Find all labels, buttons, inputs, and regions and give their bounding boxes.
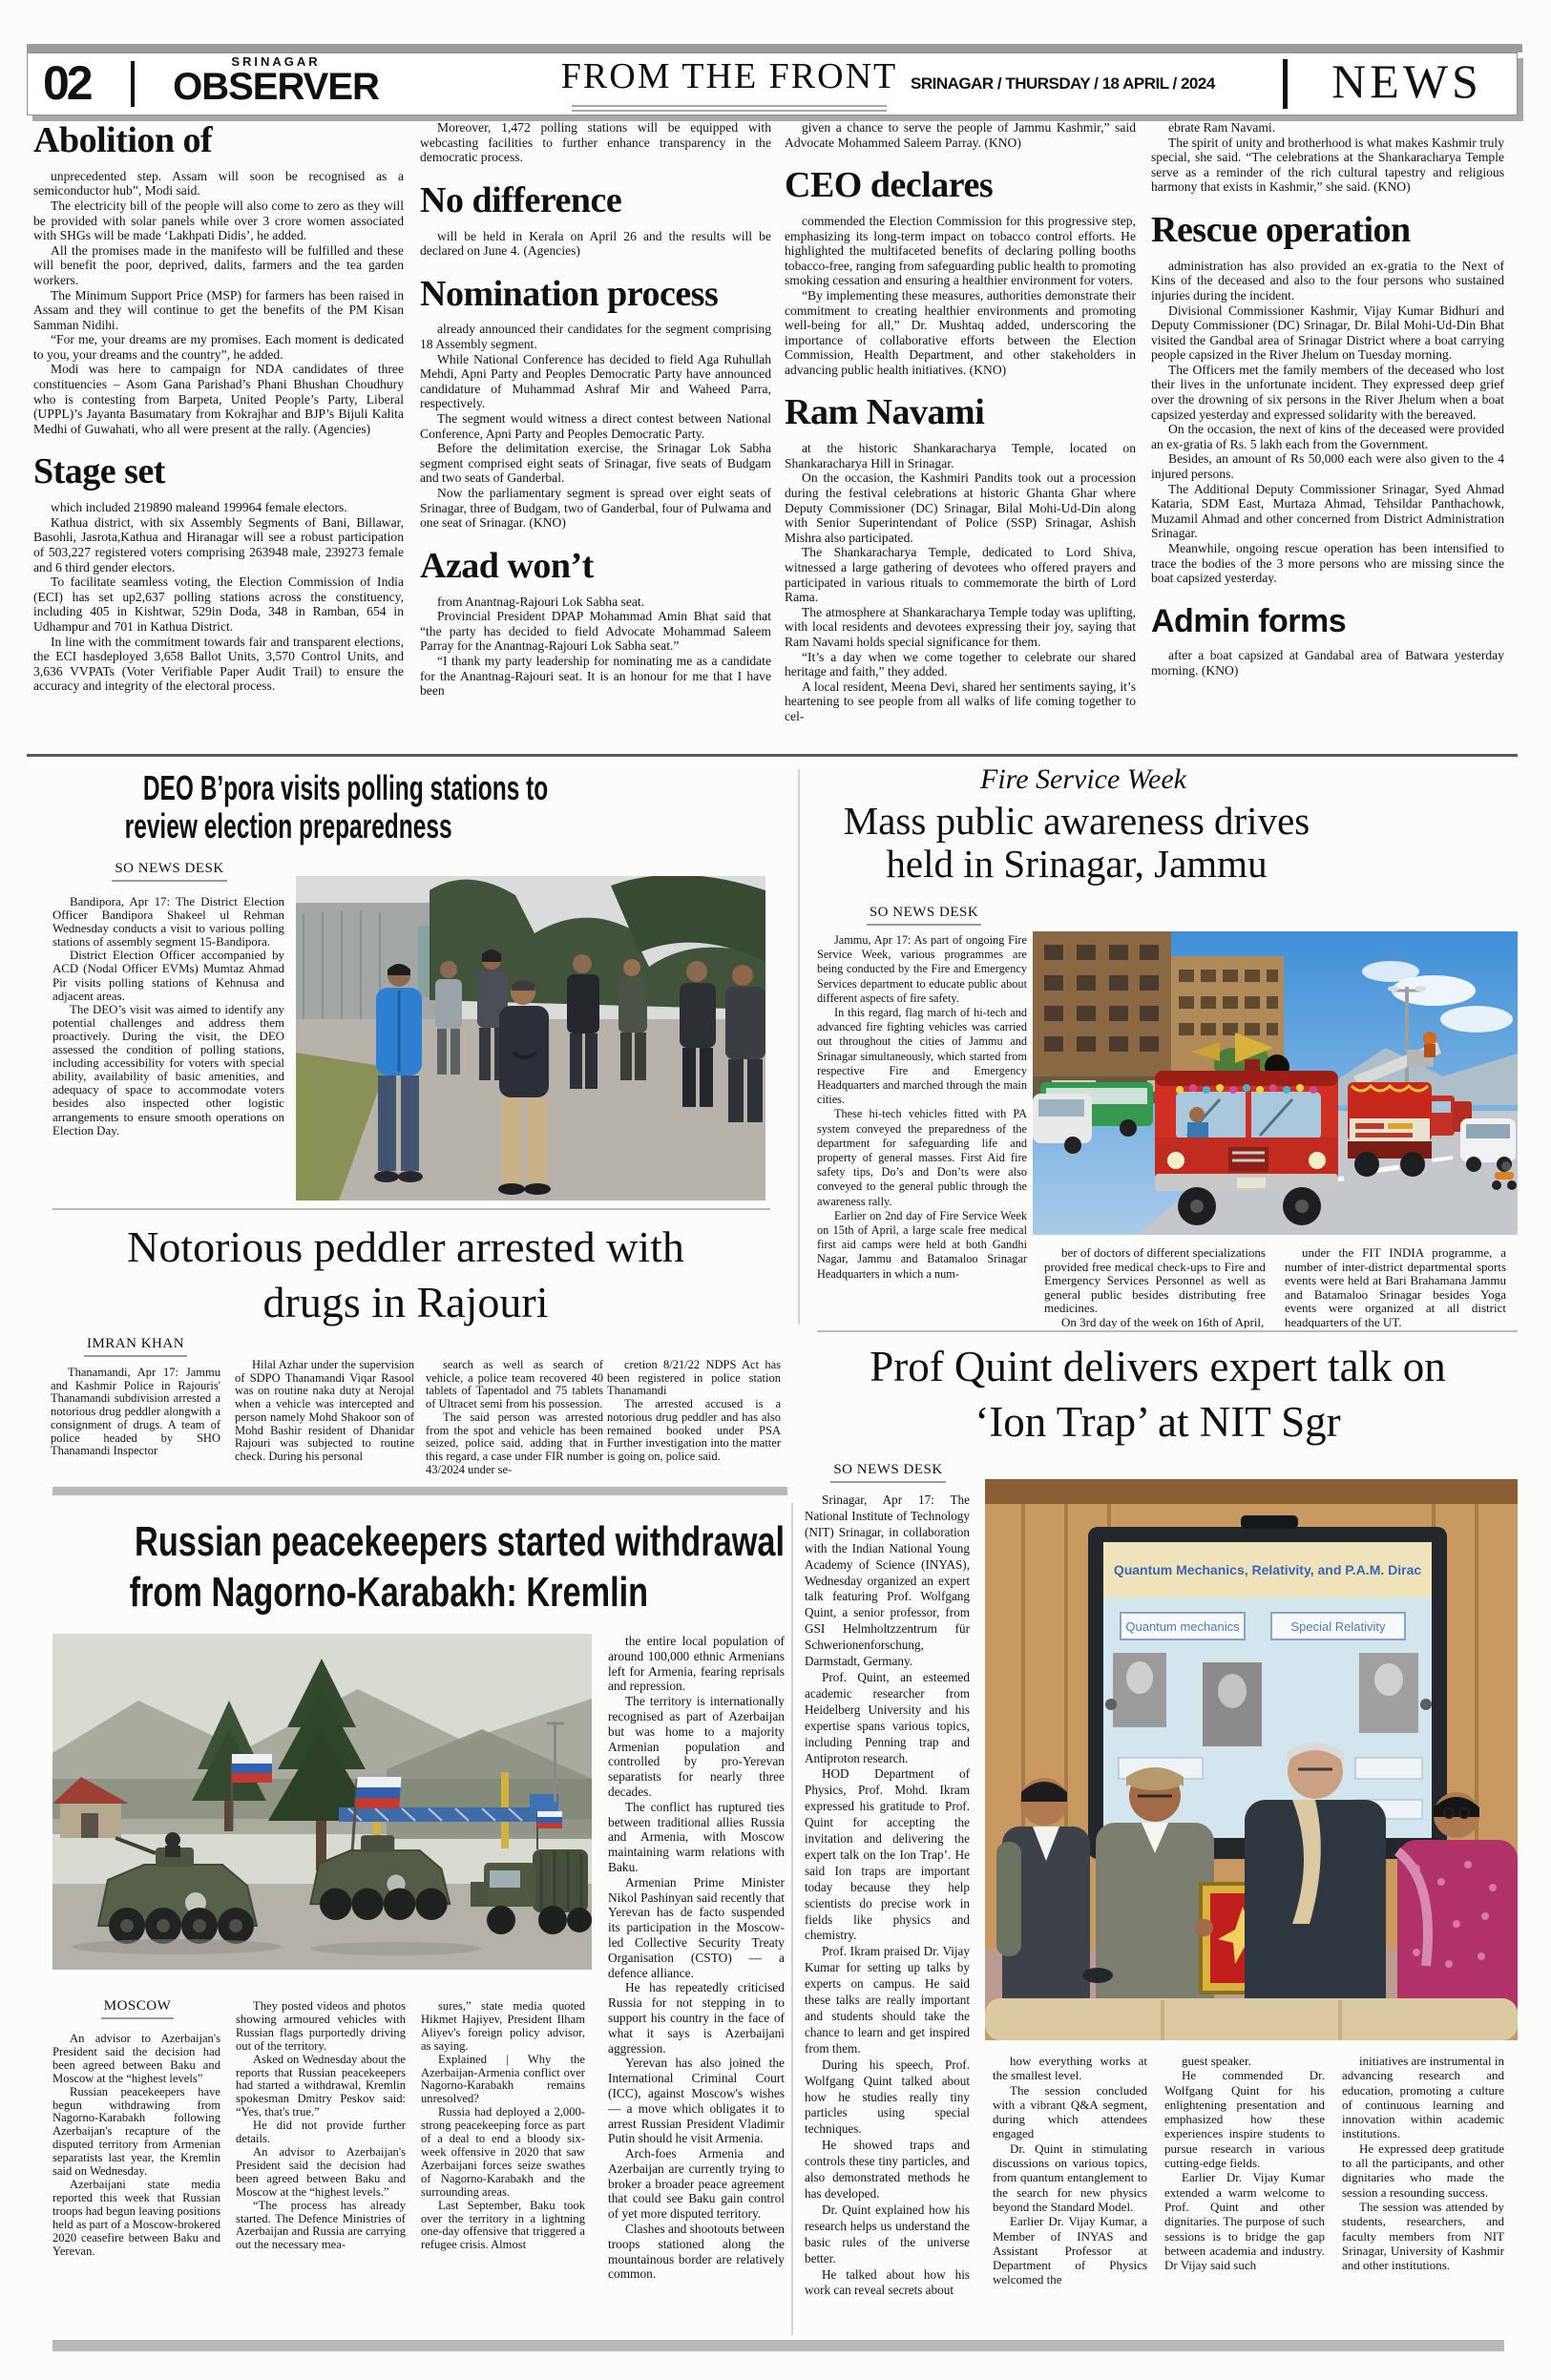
byline-quint: SO NEWS DESK xyxy=(805,1462,972,1478)
paragraph: In this regard, flag march of hi-tech and advanced fire fighting vehicles was carried out throughout the cities of Jammu and Srinagar simultaneously, which started from respective Fire and Emergency Headquarters and marched through the main cities. xyxy=(817,1006,1027,1107)
paragraph: Srinagar, Apr 17: The National Institute of Technology (NIT) Srinagar, in collaboration with the Indian National Young Academy of Science (INYAS), Wednesday organized an expert talk featuring Prof. Wolfgang Quint, a senior professor, from GSI Helmholtzzentrum für Schwerionenforschung, Darmstadt, Germany. xyxy=(805,1493,970,1669)
paragraph: The session was attended by students, researchers, and faculty members from NIT Srinagar, University of Kashmir and other institutions. xyxy=(1342,2199,1504,2273)
paragraph: already announced their candidates for the segment comprising 18 Assembly segment. xyxy=(420,322,771,352)
paragraph: Kathua district, with six Assembly Segments of Bani, Billawar, Basohli, Jasrota,Kathua and Hiranagar will see a robust participation of 503,227 registered voters comprising 263948 male, 239273 female and 6 third gender electors. xyxy=(33,514,404,574)
paragraph: Armenian Prime Minister Nikol Pashinyan said recently that Yerevan has de facto suspended its participation in the Moscow-led Collective Security Treaty Organisation (CSTO) — a defence alliance. xyxy=(608,1874,785,1980)
article-body xyxy=(51,1367,220,1458)
article-rajouri-col3 xyxy=(426,1359,603,1483)
article-nomination-azad xyxy=(420,120,771,752)
paragraph: Dr. Quint in stimulating discussions on various topics, from quantum entanglement to the search for new physics beyond the Standard Model. xyxy=(993,2140,1147,2214)
article-russia-col3 xyxy=(421,2000,585,2315)
paragraph: Prof. Ikram praised Dr. Vijay Kumar for setting up talks by experts on campus. He said these talks are really important and students should take the chance to learn and get inspired from them. xyxy=(805,1944,970,2056)
headline-no-difference: No difference xyxy=(420,179,622,220)
article-quint-col2 xyxy=(993,2054,1147,2323)
article-rajouri-col1 xyxy=(51,1367,220,1483)
edition-dateline: SRINAGAR / THURSDAY / 18 APRIL / 2024 xyxy=(911,74,1215,93)
section-name: NEWS xyxy=(1331,54,1482,108)
paragraph: Asked on Wednesday about the reports that Russian peacekeepers had started a withdrawal, Kremlin spokesman Dmitry Peskov said: “Yes, that's true.” xyxy=(236,2052,406,2119)
paragraph: To facilitate seamless voting, the Election Commission of India (ECI) has set up2,637 polling stations across the constituency, including 405 in Kishtwar, 529in Doda, 348 in Ramban, 654 in Udhampur and 701 in Kathua District. xyxy=(33,574,404,634)
paragraph: These hi-tech vehicles fitted with PA system conveyed the preparedness of the department for safeguarding life and property of general masses. First Aid fire safety tips, Do’s and Don’ts were also conveyed to the general public through the awareness rally. xyxy=(817,1107,1027,1208)
paragraph: Explained | Why the Azerbaijan-Armenia conflict over Nagorno-Karabakh remains unresolved? xyxy=(421,2052,585,2106)
paragraph: The DEO’s visit was aimed to identify any potential challenges and address them proactively. During the visit, the DEO assessed the condition of polling stations, including accessibility for voters with special ability, availability of basic amenities, and adequacy of space to accommodate voters besides also inspected other logistic arrangements to ensure smooth operations on Election Day. xyxy=(52,1002,284,1138)
headline-russia xyxy=(43,1517,786,1618)
paragraph: Moreover, 1,472 polling stations will be equipped with webcasting facilities to further enhance transparency in the democratic process. xyxy=(420,120,771,165)
headline-rescue-operation: Rescue operation xyxy=(1151,209,1411,250)
paragraph: The session concluded with a vibrant Q&A segment, during which attendees engaged xyxy=(993,2082,1147,2141)
paragraph: unprecedented step. Assam will soon be recognised as a semiconductor hub”, Modi said. xyxy=(33,168,404,198)
paragraph: Earlier Dr. Vijay Kumar, a Member of INYAS and Assistant Professor at Department of Physics welcomed the xyxy=(993,2214,1147,2287)
headline-abolition-of: Abolition of xyxy=(33,120,213,160)
article-body xyxy=(426,1359,603,1476)
headline-deo-bpora xyxy=(48,768,549,846)
paragraph: which included 219890 maleand 199964 female electors. xyxy=(51,500,347,515)
headline-line: review election preparedness xyxy=(124,805,452,846)
banner-underline xyxy=(572,110,887,112)
paper-logo xyxy=(142,54,409,108)
article-body xyxy=(421,2000,585,2252)
article-body xyxy=(608,1634,785,2282)
article-body xyxy=(420,229,771,259)
paragraph: He commended Dr. Wolfgang Quint for his enlightening presentation and emphasized how these experiences inspire students to pursue research in various cutting-edge fields. xyxy=(1164,2068,1325,2171)
paragraph: cretion 8/21/22 NDPS Act has been registered in police station Thanamandi xyxy=(607,1359,781,1398)
paragraph: HOD Department of Physics, Prof. Mohd. Ikram expressed his gratitude to Prof. Quint for accepting the invitation and delivering the expert talk on the Ion Trap’. He said Ion traps are important today because they help scientists do precise work in fields like physics and chemistry. xyxy=(805,1766,970,1943)
paragraph: He talked about how his work can reveal secrets about xyxy=(805,2266,970,2298)
article-abolition-stage xyxy=(33,120,404,752)
paragraph: Meanwhile, ongoing rescue operation has been intensified to trace the bodies of the 3 more persons who are missing since the boat capsized yesterday. xyxy=(1151,541,1504,586)
article-fire-col2 xyxy=(1044,1246,1266,1328)
paragraph: after a boat capsized at Gandabal area of Batwara yesterday morning. (KNO) xyxy=(1151,648,1504,679)
paragraph: In line with the commitment towards fair and transparent elections, the ECI hasdeployed 3,658 Ballot Units, 3,570 Control Units, and 3,636 VVPATs (Voter Verifiable Paper Audit Trail) to ensure the accuracy and integrity of the electoral process. xyxy=(33,634,404,694)
paragraph: An advisor to Azerbaijan's President said the decision had been agreed between Baku and Moscow at the “highest levels.” xyxy=(236,2144,406,2199)
article-body xyxy=(817,933,1027,1282)
paragraph: “I thank my party leadership for nominating me as a candidate for the Anantnag-Rajouri seat. It is an honour for me that I have been xyxy=(420,653,771,699)
paragraph: Bandipora, Apr 17: The District Election Officer Bandipora Shakeel ul Rehman Wednesday conducts a visit to various polling stations of assembly segment 15-Bandipora. xyxy=(52,895,284,950)
article-body xyxy=(1151,120,1504,195)
headline-line: Prof Quint delivers expert talk on xyxy=(870,1343,1446,1390)
paragraph: at the historic Shankaracharya Temple, located on Shankaracharya Hill in Srinagar. xyxy=(785,441,1136,470)
article-ceo-ramnavami xyxy=(785,120,1136,752)
paragraph: Yerevan has also joined the International Criminal Court (ICC), against Moscow's wishes — a move which obligates it to arrest Russian President Vladimir Putin should he visit Armenia. xyxy=(608,2056,785,2146)
paragraph: sures,” state media quoted Hikmet Hajiyev, President Ilham Aliyev's foreign policy advisor, as saying. xyxy=(421,2000,585,2053)
paragraph: The segment would witness a direct contest between National Conference, Apni Party and Peoples Democratic Party. xyxy=(420,411,771,441)
paragraph: On the occasion, the next of kins of the deceased were provided an ex-gratia of Rs. 5 lakh each from the Government. xyxy=(1151,422,1504,451)
article-russia-col2 xyxy=(236,2000,406,2315)
paragraph: During his speech, Prof. Wolfgang Quint talked about how he studies really tiny particles using special techniques. xyxy=(805,2056,970,2137)
article-body xyxy=(805,1493,970,2299)
article-body xyxy=(420,595,771,699)
headline-ram-navami: Ram Navami xyxy=(785,392,985,433)
article-russia-side xyxy=(608,1634,785,2337)
slide-label-relativity: Special Relativity xyxy=(1290,1619,1386,1634)
byline-fire: SO NEWS DESK xyxy=(819,905,1029,921)
paragraph: commended the Election Commission for this progressive step, emphasizing its long-term impact on tobacco control efforts. He highlighted the multifaceted benefits of declaring polling booths tobacco-free, ranging from safeguarding public health to promoting smoking cessation and ensuring a healthier environment for voters. xyxy=(785,213,1136,288)
page-number: 02 xyxy=(43,56,91,110)
headline-stage-set: Stage set xyxy=(33,451,165,492)
paragraph: Jammu, Apr 17: As part of ongoing Fire Service Week, various programmes are being conducted by the Fire and Emergency Services department to educate public about different aspects of fire safety. xyxy=(817,933,1027,1005)
paragraph: under the FIT INDIA programme, a number of inter-district departmental sports events were held at Bari Brahamana Jammu and Batamaloo Srinagar besides Yoga events were organized at all district headquarters of the UT. xyxy=(1285,1246,1506,1328)
paragraph: Earlier on 2nd day of Fire Service Week on 15th of April, a large scale free medical first aid camps were held at both Gandhi Nagar, Jammu and Batamaloo Srinagar Headquarters in which a num- xyxy=(817,1208,1027,1281)
article-body xyxy=(1164,2054,1325,2272)
headline-line: Russian peacekeepers started withdrawal xyxy=(135,1518,786,1565)
paragraph: The territory is internationally recognised as part of Azerbaijan but was home to a majority Armenian population and controlled by pro-Yerevan separatists for nearly three decades. xyxy=(608,1694,785,1799)
paragraph: A local resident, Meena Devi, shared her sentiments saying, it’s heartening to see people from all walks of life coming together to cel- xyxy=(785,679,1136,723)
paragraph: Prof. Quint, an esteemed academic researcher from Heidelberg University and his expertise spans various topics, including Penning trap and Antiproton research. xyxy=(805,1669,970,1765)
paragraph: The Additional Deputy Commissioner Srinagar, Syed Ahmad Kataria, SDM East, Murtaza Ahmad, Tehsildar Panthachowk, Muzamil Ahmad and other concerned from District Administration Srinagar. xyxy=(1151,481,1504,541)
headline-line: ‘Ion Trap’ at NIT Sgr xyxy=(975,1397,1341,1446)
paragraph: administration has also provided an ex-gratia to the Next of Kins of the deceased and also to the four persons who sustained injuries during the incident. xyxy=(1151,258,1504,303)
paragraph: guest speaker. xyxy=(1182,2054,1251,2068)
paragraph: “For me, your dreams are my promises. Each moment is dedicated to you, your dreams and the country”, he added. xyxy=(33,332,404,362)
article-body xyxy=(420,120,771,165)
dateline-moscow: MOSCOW xyxy=(52,1998,222,2015)
divider-rule xyxy=(52,1208,770,1210)
section-title: FROM THE FRONT xyxy=(560,56,898,96)
paragraph: ebrate Ram Navami. xyxy=(1168,120,1276,135)
paragraph: will be held in Kerala on April 26 and the results will be declared on June 4. (Agencies) xyxy=(420,228,771,259)
masthead xyxy=(27,52,1518,115)
paragraph: Divisional Commissioner Kashmir, Vijay Kumar Bidhuri and Deputy Commissioner (DC) Srinagar, Dr. Bilal Mohi-Ud-Din Bhat visited the Gandbal area of Srinagar District where a boat carrying people capsized in the River Jhelum on Tuesday morning. xyxy=(1151,303,1504,363)
paragraph: An advisor to Azerbaijan's President said the decision had been agreed between Baku and Moscow at the “highest levels” xyxy=(52,2033,220,2085)
article-body xyxy=(52,895,284,1138)
paragraph: ber of doctors of different specializations provided free medical check-ups to Fire and Emergency Services Personnel as well as general public besides distributing free medicines. xyxy=(1044,1246,1266,1316)
headline-line: drugs in Rajouri xyxy=(262,1277,549,1326)
article-fire-col3 xyxy=(1285,1246,1506,1328)
paragraph: search as well as search of vehicle, a police team recovered 40 tablets of Tapentadol and 75 tablets of Ultracet semi from his possession. xyxy=(426,1359,603,1411)
article-body xyxy=(785,214,1136,378)
deo-visit-photo xyxy=(296,876,765,1200)
article-body xyxy=(785,441,1136,723)
article-body xyxy=(33,169,404,437)
headline-line: Notorious peddler arrested with xyxy=(127,1222,684,1271)
paragraph: Clashes and shootouts between troops stationed along the mountainous border are relatively common. xyxy=(608,2222,785,2282)
paper-name: OBSERVER xyxy=(173,66,379,108)
paragraph: The atmosphere at Shankaracharya Temple today was uplifting, with local residents and devotees expressing their joy, saying that Ram Navami holds special significance for them. xyxy=(785,604,1136,649)
paper-city: SRINAGAR xyxy=(231,54,321,69)
article-deo-body xyxy=(52,895,284,1202)
paragraph: Modi was here to campaign for NDA candidates of three constituencies – Asom Gana Parishad’s Phani Bhushan Choudhury who is contesting from Barpeta, United People’s Party, Liberal (UPPL)’s Jayanta Basumatary from Kokrajhar and BJP’s Bijuli Kalita Medhi of Guwahati, who all were present at the rally. (Agencies) xyxy=(33,362,404,436)
paragraph: Russia had deployed a 2,000-strong peacekeeping force as part of a deal to end a bloody six-week offensive in 2020 that saw Azerbaijani forces seize swathes of Nagorno-Karabakh and the surrounding areas. xyxy=(421,2105,585,2199)
paragraph: Thanamandi, Apr 17: Jammu and Kashmir Police in Rajouris' Thanamandi subdivision arrested a notorious drug peddler alongwith a consignment of drugs. A team of police headed by SHO Thanamandi Inspector xyxy=(51,1367,220,1458)
paragraph: “By implementing these measures, authorities demonstrate their commitment to creating healthier environments and promoting well-being for all,” Dr. Mushtaq added, underscoring the importance of collaborative efforts between the Election Commission, Health Department, and other stakeholders in advancing public health initiatives. (KNO) xyxy=(785,287,1136,377)
headline-azad-wont: Azad won’t xyxy=(420,545,594,586)
headline-quint xyxy=(798,1340,1518,1450)
masthead-divider-bar xyxy=(1283,59,1288,109)
paragraph: While National Conference has decided to field Aga Ruhullah Mehdi, Apni Party and Peoples Democratic Party have announced candidature of Muhammad Ashraf Mir and Waheed Parra, respectively. xyxy=(420,351,771,411)
article-body xyxy=(607,1359,781,1464)
article-body xyxy=(785,120,1136,150)
paragraph: from Anantnag-Rajouri Lok Sabha seat. xyxy=(437,594,645,609)
article-body xyxy=(1044,1246,1266,1328)
article-fire-col1 xyxy=(817,933,1027,1325)
article-body xyxy=(52,2033,220,2258)
slide-title: Quantum Mechanics, Relativity, and P.A.M. Dirac xyxy=(1113,1562,1422,1577)
paragraph: Hilal Azhar under the supervision of SDPO Thanamandi Viqar Rasool was on routine naka duty at Nerojal when a vehicle was intercepted and person namely Mohd Shakoor son of Mohd Bashir resident of Dhanidar Rajouri was subjected to routine check. During his personal xyxy=(235,1359,414,1463)
paragraph: Last September, Baku took over the territory in a lightning one-day offensive that triggered a refugee crisis. Almost xyxy=(421,2198,585,2252)
section-divider-rule xyxy=(27,754,1518,757)
paragraph: “It’s a day when we come together to celebrate our shared heritage and faith,” they added. xyxy=(785,649,1136,679)
paragraph: The Shankaracharya Temple, dedicated to Lord Shiva, witnessed a large gathering of devotees who offered prayers and participated in various rituals to commemorate the birth of Lord Rama. xyxy=(785,545,1136,605)
article-rajouri-col2 xyxy=(235,1359,414,1483)
paragraph: Dr. Quint explained how his research helps us understand the basic rules of the universe better. xyxy=(805,2202,970,2265)
nit-event-photo xyxy=(985,1479,1518,2040)
paragraph: He did not provide further details. xyxy=(236,2119,406,2146)
paragraph: The Minimum Support Price (MSP) for farmers has been raised in Assam and they will continue to get the benefits of the PM Kisan Samman Nidihi. xyxy=(33,287,404,332)
thick-divider-rule xyxy=(52,1487,787,1495)
article-body xyxy=(235,1359,414,1464)
headline-rajouri xyxy=(33,1220,778,1329)
paragraph: The Officers met the family members of the deceased who lost their lives in the unfortunate incident. They expressed deep grief over the drowning of six persons in the River Jhelum when a boat capsized yesterday and expressed solidarity with the bereaved. xyxy=(1151,362,1504,422)
headline-line: Mass public awareness drives xyxy=(843,799,1310,843)
column-rule xyxy=(791,1503,793,2335)
banner-underline xyxy=(572,105,887,107)
paragraph: District Election Officer accompanied by ACD (Nodal Officer EVMs) Mumtaz Ahmad Pir visits polling stations of Kehnusa and adjacent areas. xyxy=(52,949,284,1003)
masthead-divider-bar xyxy=(131,61,135,107)
paragraph: Before the delimitation exercise, the Srinagar Lok Sabha segment comprised eight seats of Srinagar, five seats of Budgam and two seats of Ganderbal. xyxy=(420,441,771,486)
article-body xyxy=(1342,2054,1504,2272)
headline-line: held in Srinagar, Jammu xyxy=(886,842,1268,887)
article-quint-col4 xyxy=(1342,2054,1504,2323)
paragraph: initiatives are instrumental in advancing research and education, promoting a culture of continuous learning and innovation within academic institutions. xyxy=(1342,2054,1504,2141)
headline-line: from Nagorno-Karabakh: Kremlin xyxy=(129,1568,649,1616)
article-body xyxy=(1151,648,1504,678)
paragraph: Russian peacekeepers have begun withdrawing from Nagorno-Karabakh following Azerbaijan's recapture of the disputed territory from Armenian separatists last year, the Kremlin said on Wednesday. xyxy=(52,2084,220,2179)
article-body xyxy=(1285,1246,1506,1328)
article-body xyxy=(33,500,404,694)
divider-rule xyxy=(817,1330,1518,1332)
fire-trucks-photo xyxy=(1033,931,1518,1235)
paragraph: The electricity bill of the people will also come to zero as they will be provided with solar panels while over 3 crore women associated with SHGs will be made ‘Lakhpati Didis’, he added. xyxy=(33,198,404,243)
section-banner xyxy=(534,57,925,97)
paragraph: All the promises made in the manifesto will be fulfilled and these will benefit the poor, deprived, dalits, farmers and the tea garden workers. xyxy=(33,242,404,287)
paragraph: The spirit of unity and brotherhood is what makes Kashmir truly special, she said. “The celebrations at the Shankaracharya Temple serve as a reminder of the rich cultural tapestry and religious harmony that exists in Kashmir,” she said. (KNO) xyxy=(1151,135,1504,195)
paragraph: Arch-foes Armenia and Azerbaijan are currently trying to broker a broader peace agreement that could see Baku gain control of yet more disputed territory. xyxy=(608,2146,785,2222)
column-rule xyxy=(798,769,800,1325)
headline-fire-week xyxy=(819,800,1334,886)
article-body xyxy=(993,2054,1147,2287)
paragraph: the entire local population of around 100,000 ethnic Armenians left for Armenia, fearing reprisals and repression. xyxy=(608,1634,785,1694)
paragraph: Besides, an amount of Rs 50,000 each were also given to the 4 injured persons. xyxy=(1151,451,1504,482)
paragraph: how everything works at the smallest level. xyxy=(993,2054,1147,2083)
slide-label-quantum: Quantum mechanics xyxy=(1125,1619,1240,1634)
peacekeepers-photo xyxy=(52,1634,592,1970)
paragraph: Earlier Dr. Vijay Kumar extended a warm welcome to Prof. Quint and other dignitaries. The purpose of such sessions is to bridge the gap between academia and industry. Dr Vijay said such xyxy=(1164,2170,1325,2273)
paragraph: He showed traps and controls these tiny particles, and also demonstrated methods he has developed. xyxy=(805,2138,970,2201)
paragraph: “The process has already started. The Defence Ministries of Azerbaijan and Russia are carrying out the necessary mea- xyxy=(236,2198,406,2252)
kicker-fire-service-week: Fire Service Week xyxy=(980,763,1186,795)
headline-nomination-process: Nomination process xyxy=(420,273,719,314)
paragraph: Azerbaijani state media reported this week that Russian troops had begun leaving positions held as part of a Moscow-brokered 2020 ceasefire between Baku and Yerevan. xyxy=(52,2177,220,2258)
paragraph: Now the parliamentary segment is spread over eight seats of Srinagar, three of Budgam, two of Ganderbal, four of Pulwama and one seat of Srinagar. (KNO) xyxy=(420,486,771,531)
article-rescue-admin xyxy=(1151,120,1504,752)
paragraph: given a chance to serve the people of Jammu Kashmir,” said Advocate Mohammed Saleem Parray. (KNO) xyxy=(785,120,1136,150)
article-russia-col1 xyxy=(52,2033,220,2315)
headline-line: DEO B’pora visits polling stations to xyxy=(142,768,549,807)
paragraph: On 3rd day of the week on 16th of April, xyxy=(1061,1314,1265,1328)
article-rajouri-col4 xyxy=(607,1359,781,1483)
article-body xyxy=(236,2000,406,2252)
bottom-rule xyxy=(52,2340,1504,2351)
paragraph: Provincial President DPAP Mohammad Amin Bhat said that “the party has decided to field Advocate Mohammad Saleem Parray for the Anantnag-Rajouri Lok Sabha seat.” xyxy=(420,609,771,654)
byline-deo: SO NEWS DESK xyxy=(52,861,286,877)
paragraph: He has repeatedly criticised Russia for not stepping in to support his country in the face of what it says is Azerbaijani aggression. xyxy=(608,1980,785,2056)
headline-ceo-declares: CEO declares xyxy=(785,165,994,206)
headline-admin-forms: Admin forms xyxy=(1151,602,1347,639)
article-quint-col1 xyxy=(805,1493,970,2380)
paragraph: On the occasion, the Kashmiri Pandits took out a procession during the festival celebrations at historic Ghanta Ghar where Deputy Commissioner (DC) Srinagar, Bilal Mohi-Ud-Din along with Senior Superintendant of Police (SSP) Srinagar, Ashish Mishra also participated. xyxy=(785,470,1136,545)
article-quint-col3 xyxy=(1164,2054,1325,2323)
paragraph: The conflict has ruptured ties between traditional allies Russia and Armenia, with Moscow maintaining warm relations with Baku. xyxy=(608,1799,785,1874)
paragraph: He expressed deep gratitude to all the participants, and other dignitaries who made the session a resounding success. xyxy=(1342,2140,1504,2200)
paragraph: The said person was arrested from the spot and vehicle has been seized, police said, adding that in this regard, a case under FIR number 43/2024 under se- xyxy=(426,1409,603,1476)
paragraph: The arrested accused is a notorious drug peddler and has also remained booked under PSA Further investigation into the matter is going on, police said. xyxy=(607,1397,781,1463)
byline-rajouri: IMRAN KHAN xyxy=(51,1336,220,1352)
paragraph: They posted videos and photos showing armoured vehicles with Russian flags purportedly driving out of the territory. xyxy=(236,2000,406,2053)
article-body xyxy=(420,322,771,530)
article-body xyxy=(1151,259,1504,586)
masthead-shadow xyxy=(27,44,1522,52)
